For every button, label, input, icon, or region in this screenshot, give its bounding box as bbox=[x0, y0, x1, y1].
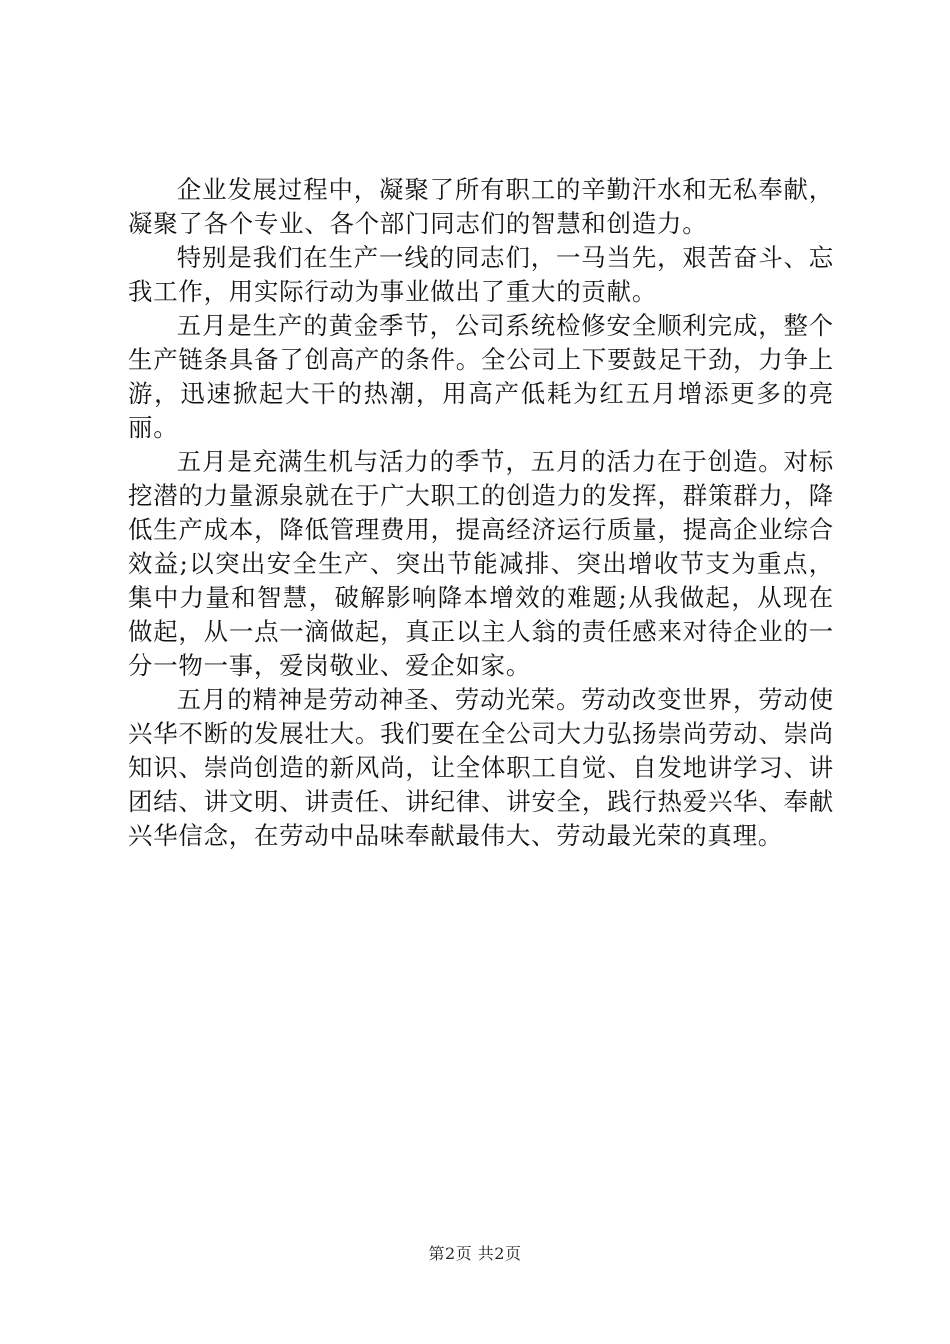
paragraph: 五月是充满生机与活力的季节，五月的活力在于创造。对标挖潜的力量源泉就在于广大职工的创造力的发挥，群策群力，降低生产成本，降低管理费用，提高经济运行质量，提高企业综合效益;以突出安全生产、突出节能减排、突出增收节支为重点，集中力量和智慧，破解影响降本增效的难题;从我做起，从现在做起，从一点一滴做起，真正以主人翁的责任感来对待企业的一分一物一事，爱岗敬业、爱企如家。 bbox=[128, 447, 834, 680]
page-number-footer: 第2页 共2页 bbox=[428, 1244, 522, 1263]
document-body bbox=[128, 173, 834, 853]
paragraph: 五月是生产的黄金季节，公司系统检修安全顺利完成，整个生产链条具备了创高产的条件。全公司上下要鼓足干劲，力争上游，迅速掀起大干的热潮，用高产低耗为红五月增添更多的亮丽。 bbox=[128, 311, 834, 442]
paragraph: 特别是我们在生产一线的同志们，一马当先，艰苦奋斗、忘我工作，用实际行动为事业做出了重大的贡献。 bbox=[128, 243, 834, 306]
paragraph: 企业发展过程中，凝聚了所有职工的辛勤汗水和无私奉献，凝聚了各个专业、各个部门同志们的智慧和创造力。 bbox=[128, 175, 834, 238]
paragraph: 五月的精神是劳动神圣、劳动光荣。劳动改变世界，劳动使兴华不断的发展壮大。我们要在全公司大力弘扬崇尚劳动、崇尚知识、崇尚创造的新风尚，让全体职工自觉、自发地讲学习、讲团结、讲文明、讲责任、讲纪律、讲安全，践行热爱兴华、奉献兴华信念，在劳动中品味奉献最伟大、劳动最光荣的真理。 bbox=[128, 685, 834, 850]
